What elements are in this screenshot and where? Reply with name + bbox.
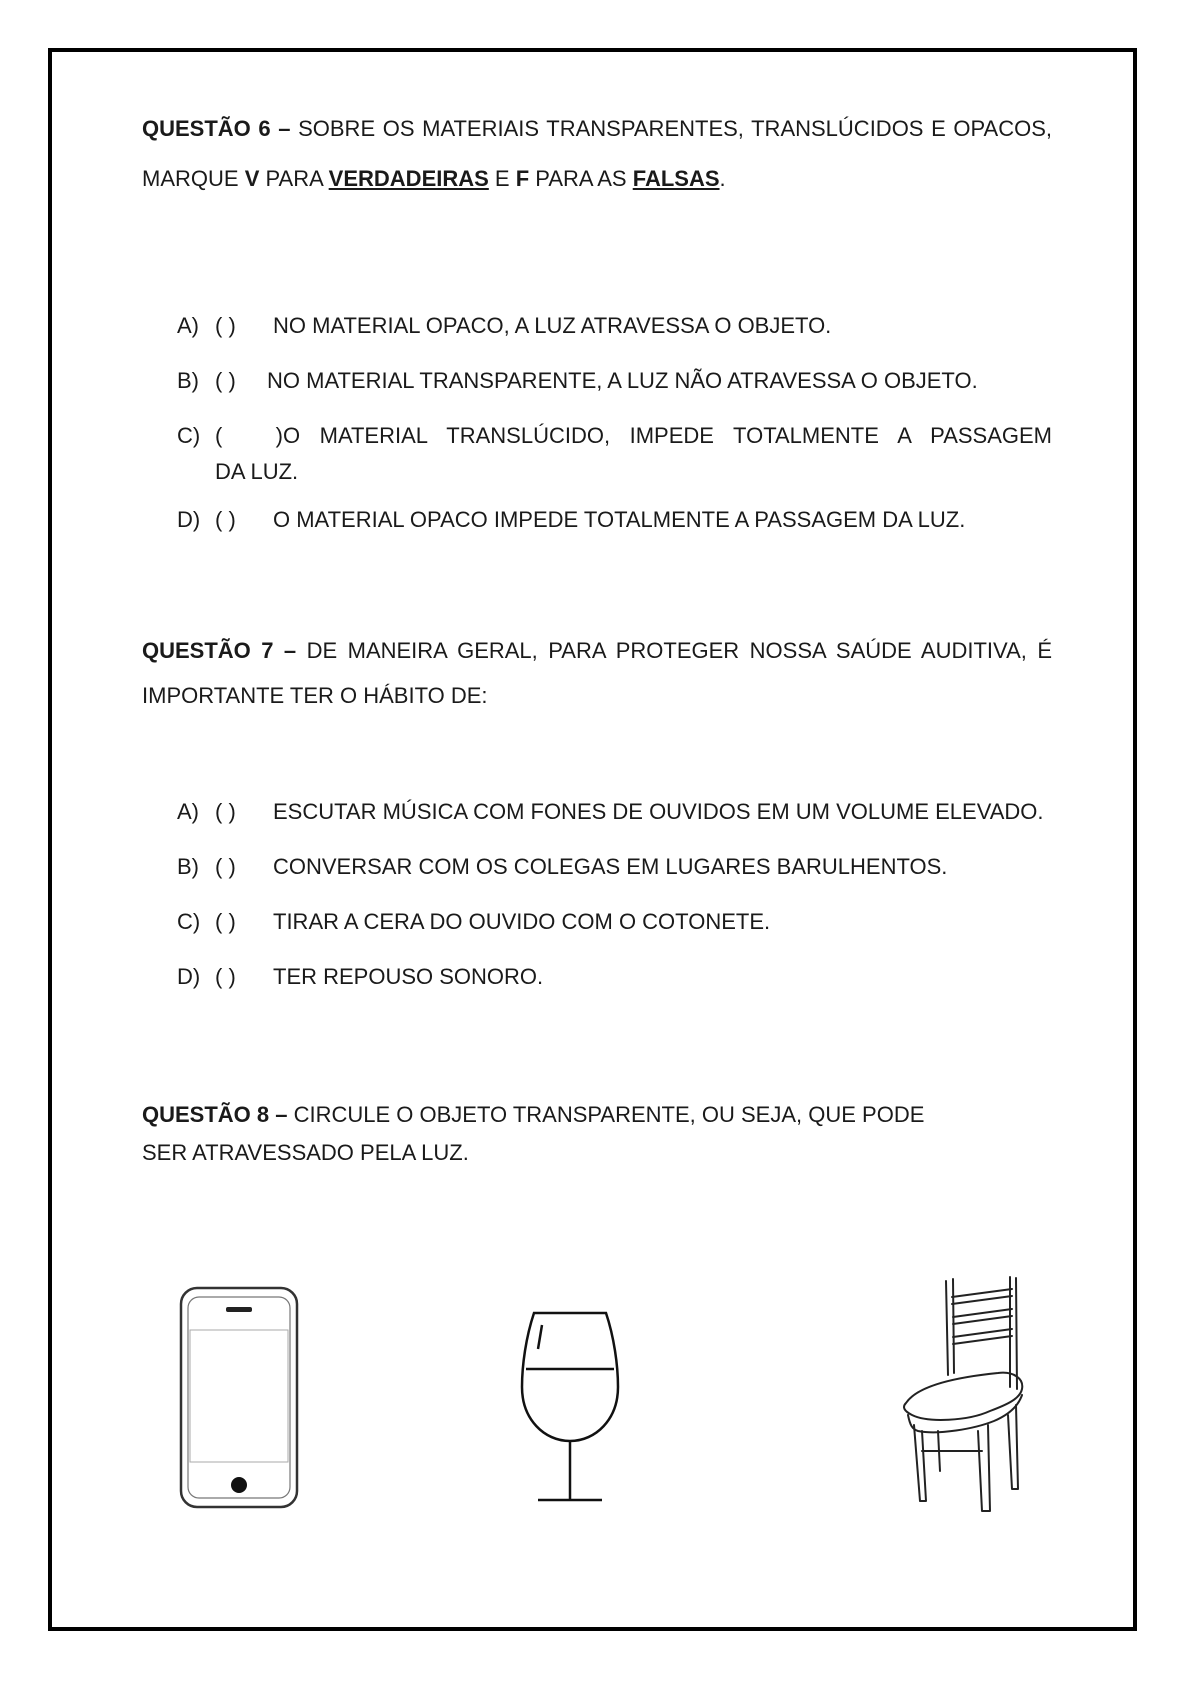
question-8-text-2: SER ATRAVESSADO PELA LUZ.	[142, 1140, 469, 1165]
q7-option-a	[177, 797, 1044, 827]
option-letter: B)	[177, 854, 199, 879]
option-letter: D)	[177, 964, 201, 989]
option-text: TER REPOUSO SONORO.	[273, 964, 544, 989]
q6-option-b	[177, 366, 978, 396]
option-letter: B)	[177, 368, 199, 393]
question-7-heading	[142, 628, 1052, 718]
question-8-label: QUESTÃO 8 –	[142, 1102, 288, 1127]
smartphone-image[interactable]	[178, 1285, 300, 1510]
option-text: O MATERIAL OPACO IMPEDE TOTALMENTE A PASSAGEM DA LUZ.	[273, 507, 966, 532]
q7-option-c	[177, 907, 770, 937]
option-text: TIRAR A CERA DO OUVIDO COM O COTONETE.	[273, 909, 771, 934]
q6-option-c	[177, 418, 1052, 490]
question-6-text-b: PARA	[259, 166, 329, 191]
question-7-label: QUESTÃO 7 –	[142, 638, 297, 663]
answer-blank[interactable]: ( )	[215, 507, 236, 532]
q7-option-d	[177, 962, 543, 992]
answer-blank[interactable]: ( )	[215, 799, 236, 824]
option-letter: C)	[177, 423, 201, 448]
smartphone-icon	[178, 1285, 300, 1510]
option-text: NO MATERIAL TRANSPARENTE, A LUZ NÃO ATRAVESSA O OBJETO.	[267, 368, 978, 393]
question-6-label: QUESTÃO 6 –	[142, 116, 291, 141]
option-text-continued: DA LUZ.	[215, 459, 299, 484]
question-6-heading	[142, 104, 1052, 204]
q7-option-b	[177, 852, 947, 882]
answer-blank[interactable]: ( )	[215, 854, 236, 879]
question-8-text: CIRCULE O OBJETO TRANSPARENTE, OU SEJA, QUE PODE	[287, 1102, 925, 1127]
wine-glass-icon	[518, 1307, 622, 1507]
option-letter: D)	[177, 507, 201, 532]
falsas-word: FALSAS	[632, 166, 720, 191]
answer-blank[interactable]: ( )	[215, 313, 236, 338]
option-text: NO MATERIAL OPACO, A LUZ ATRAVESSA O OBJETO.	[273, 313, 832, 338]
q6-option-a	[177, 311, 831, 341]
chair-image[interactable]	[898, 1275, 1030, 1515]
f-letter: F	[515, 166, 530, 191]
question-6-text-d: PARA AS	[529, 166, 633, 191]
wine-glass-image[interactable]	[518, 1307, 622, 1507]
answer-blank[interactable]: ( )	[215, 964, 236, 989]
option-text: O MATERIAL TRANSLÚCIDO, IMPEDE TOTALMENTE A PASSAGEM	[283, 423, 1052, 448]
question-6-text-e: .	[719, 166, 726, 191]
question-6-text: SOBRE OS MATERIAIS TRANSPARENTES, TRANSLÚCIDOS E OPACOS, MARQUE	[142, 116, 1052, 191]
option-letter: A)	[177, 799, 199, 824]
option-letter: C)	[177, 909, 201, 934]
q6-option-d	[177, 505, 965, 535]
answer-blank[interactable]: ( )	[215, 423, 283, 448]
verdadeiras-word: VERDADEIRAS	[328, 166, 489, 191]
option-text: ESCUTAR MÚSICA COM FONES DE OUVIDOS EM UM VOLUME ELEVADO.	[273, 799, 1044, 824]
question-7-text: DE MANEIRA GERAL, PARA PROTEGER NOSSA SAÚDE AUDITIVA, É IMPORTANTE TER O HÁBITO DE:	[142, 638, 1052, 708]
option-letter: A)	[177, 313, 199, 338]
chair-icon	[898, 1275, 1030, 1515]
option-text: CONVERSAR COM OS COLEGAS EM LUGARES BARULHENTOS.	[273, 854, 948, 879]
answer-blank[interactable]: ( )	[215, 368, 236, 393]
question-6-text-c: E	[488, 166, 516, 191]
question-8-heading	[142, 1096, 1052, 1172]
answer-blank[interactable]: ( )	[215, 909, 236, 934]
v-letter: V	[244, 166, 260, 191]
